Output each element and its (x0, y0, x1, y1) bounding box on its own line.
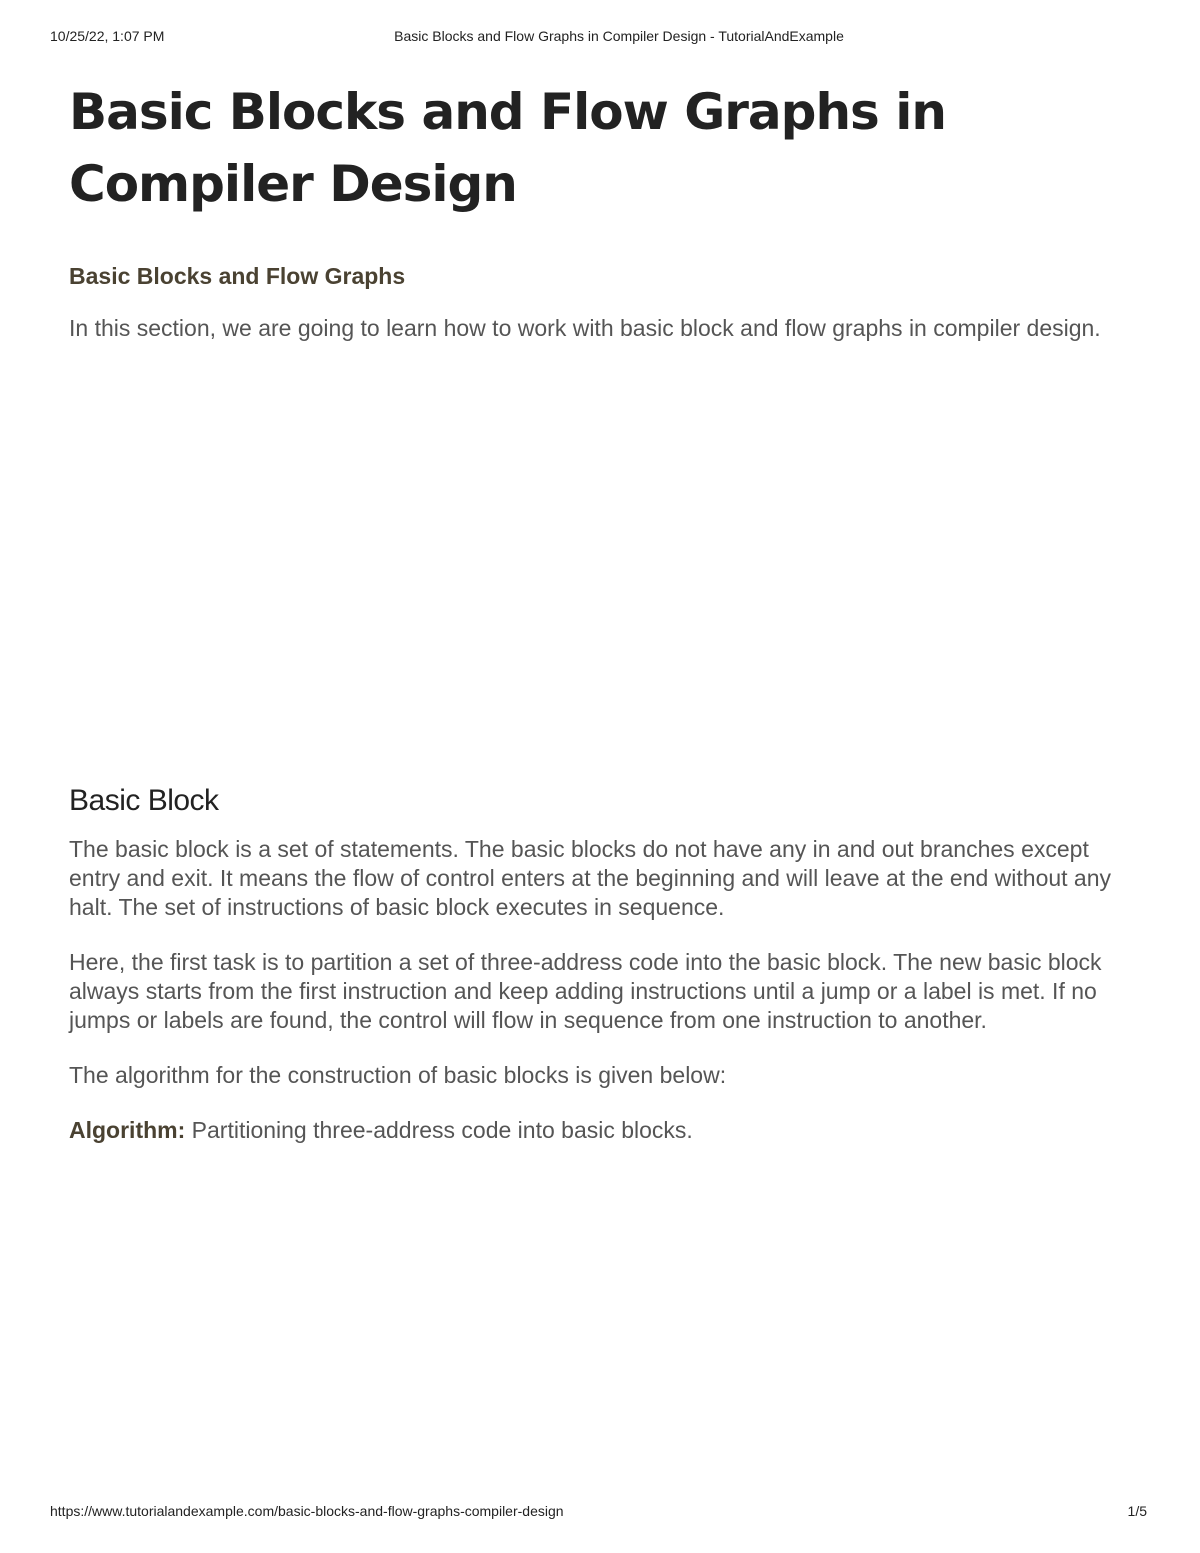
blank-ad-space (69, 343, 1139, 783)
algorithm-label: Algorithm: (69, 1117, 186, 1143)
print-footer (50, 1503, 1147, 1523)
page-title: Basic Blocks and Flow Graphs in Compiler Design (69, 83, 946, 213)
intro-paragraph: In this section, we are going to learn how to work with basic block and flow graphs in compiler design. (69, 315, 1101, 341)
paragraph-1: The basic block is a set of statements. The basic blocks do not have any in and out branches except entry and exit. It means the flow of control enters at the beginning and will leave at the end without any halt. The set of instructions of basic block executes in sequence. (69, 836, 1112, 920)
page-number: 1/5 (1127, 1503, 1147, 1519)
paragraph-2: Here, the first task is to partition a set of three-address code into the basic block. The new basic block always starts from the first instruction and keep adding instructions until a jump or a label is met. If no jumps or labels are found, the control will flow in sequence from one instruction to another. (69, 949, 1102, 1033)
print-url: https://www.tutorialandexample.com/basic-blocks-and-flow-graphs-compiler-design (50, 1503, 564, 1519)
print-date: 10/25/22, 1:07 PM (50, 28, 165, 44)
print-header (50, 28, 1148, 50)
algorithm-text: Partitioning three-address code into basic blocks. (185, 1117, 693, 1143)
paragraph-3: The algorithm for the construction of basic blocks is given below: (69, 1062, 727, 1088)
article-content (69, 76, 1139, 1145)
section-heading-basic-block: Basic Block (69, 784, 219, 817)
article-subtitle: Basic Blocks and Flow Graphs (69, 263, 406, 289)
algorithm-line (69, 1116, 1139, 1145)
print-doc-title: Basic Blocks and Flow Graphs in Compiler Design - TutorialAndExample (394, 28, 844, 44)
